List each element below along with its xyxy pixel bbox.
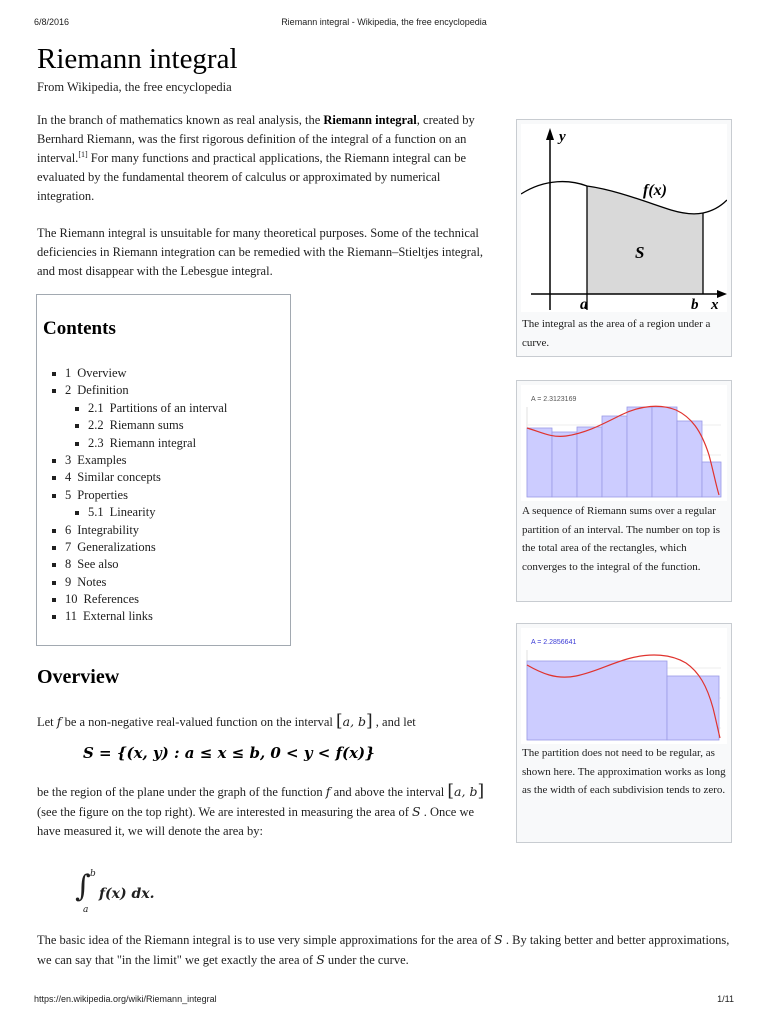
tagline: From Wikipedia, the free encyclopedia [37,80,232,94]
riemann-rectangle [677,421,702,497]
toc-item[interactable]: 6 Integrability [65,522,227,539]
label-fx: f(x) [643,182,667,199]
area-label: A = 2.3123169 [531,396,577,403]
integral-sign: ∫ [75,869,91,904]
toc-subitem[interactable]: 2.3 Riemann integral [65,435,227,452]
toc-item[interactable]: 2 Definition [65,382,227,399]
toc-item[interactable]: 10 References [65,591,227,608]
print-url[interactable]: https://en.wikipedia.org/wiki/Riemann_integral [34,994,217,1004]
intro-text-1: In the branch of mathematics known as real analysis, the [37,113,324,127]
overview-sentence-1: Let f be a non-negative real-valued function on the interval [a, b] , and let [37,711,416,731]
regular-riemann-sum-plot [521,385,727,501]
toc-item[interactable]: 8 See also [65,556,227,573]
print-date: 6/8/2016 [34,17,70,27]
toc-subitem[interactable]: 2.2 Riemann sums [65,417,227,434]
section-heading-overview: Overview [37,666,120,688]
label-S: S [635,243,645,262]
figure-image[interactable] [521,124,727,312]
toc-item[interactable]: 9 Notes [65,574,227,591]
riemann-rectangle [652,407,677,497]
x-axis-arrow [717,290,727,298]
intro-text-2: , created by Bernhard Riemann, was the first rigorous definition of the integral of a function on an interval. [37,113,475,165]
label-a: a [580,296,588,312]
figure-irregular-partition [516,623,732,843]
figure-image[interactable] [521,628,727,744]
intro-text-3: For many functions and practical applications, the Riemann integral can be evaluated by the fundamental theorem of calculus or approximated by numerical integration. [37,151,466,203]
y-axis-arrow [546,128,554,140]
integral-upper-bound: b [90,869,96,879]
overview-sentence-3: The basic idea of the Riemann integral is to use very simple approximations for the area of S . By taking better and better approximations, we can say that "in the limit" we get exactly the area of S under the curve. [37,932,730,967]
math-f: f [56,714,62,729]
figure-caption: A sequence of Riemann sums over a regular partition of an interval. The number on top is the total area of the rectangles, which converges to the integral of the function. [522,505,721,573]
figure-image[interactable] [521,385,727,501]
toc-item[interactable]: 11 External links [65,608,227,625]
shaded-region-S [587,186,703,294]
page-title: Riemann integral [37,43,238,75]
integral-lower-bound: a [83,905,89,915]
toc-item[interactable]: 7 Generalizations [65,539,227,556]
irregular-riemann-sum-plot [521,628,727,744]
toc-subitem[interactable]: 5.1 Linearity [65,504,227,521]
riemann-rectangle [602,416,627,497]
label-y: y [559,129,566,145]
figure-caption: The integral as the area of a region under a curve. [522,318,711,349]
set-definition-formula: S = {(x, y) : a ≤ x ≤ b, 0 < y < f(x)} [83,744,375,762]
intro-paragraph-1 [37,111,493,206]
toc-subitem[interactable]: 2.1 Partitions of an interval [65,400,227,417]
intro-paragraph-2: The Riemann integral is unsuitable for many theoretical purposes. Some of the technical deficiencies in Riemann integration can be remedied with the Riemann–Stieltjes integral, and most disappear with the Lebesgue integral. [37,226,484,278]
label-x: x [711,297,719,312]
riemann-rectangle [667,676,719,740]
intro-bold-term: Riemann integral [323,113,417,127]
figure-caption: The partition does not need to be regular, as shown here. The approximation works as long as the width of each subdivision tends to zero. [522,747,726,796]
toc-list [65,365,227,626]
riemann-rectangle [527,661,667,740]
toc-item[interactable]: 4 Similar concepts [65,469,227,486]
figure-regular-riemann-sums [516,380,732,602]
overview-sentence-2: be the region of the plane under the graph of the function f and above the interval [a, b] (see the figure on the top right). We are interested in measuring the area of S . Once we have measured it, we will denote the area by: [37,781,485,838]
print-page-number: 1/11 [717,994,734,1004]
figure-area-under-curve [516,119,732,357]
riemann-rectangle [627,407,652,497]
riemann-rectangle [577,427,602,497]
toc-title: Contents [43,318,116,339]
print-page-title: Riemann integral - Wikipedia, the free encyclopedia [281,17,487,27]
toc-item[interactable]: 3 Examples [65,452,227,469]
label-b: b [691,297,699,312]
table-of-contents [36,294,291,646]
math-interval: a, b [342,714,367,729]
toc-item[interactable]: 5 Properties [65,487,227,504]
toc-item[interactable]: 1 Overview [65,365,227,382]
riemann-rectangle [552,432,577,497]
area-under-curve-diagram [521,124,727,312]
area-label: A = 2.2856641 [531,639,577,646]
reference-link[interactable]: [1] [78,150,88,159]
riemann-rectangle [527,428,552,497]
integral-body: f(x) dx. [99,886,155,902]
